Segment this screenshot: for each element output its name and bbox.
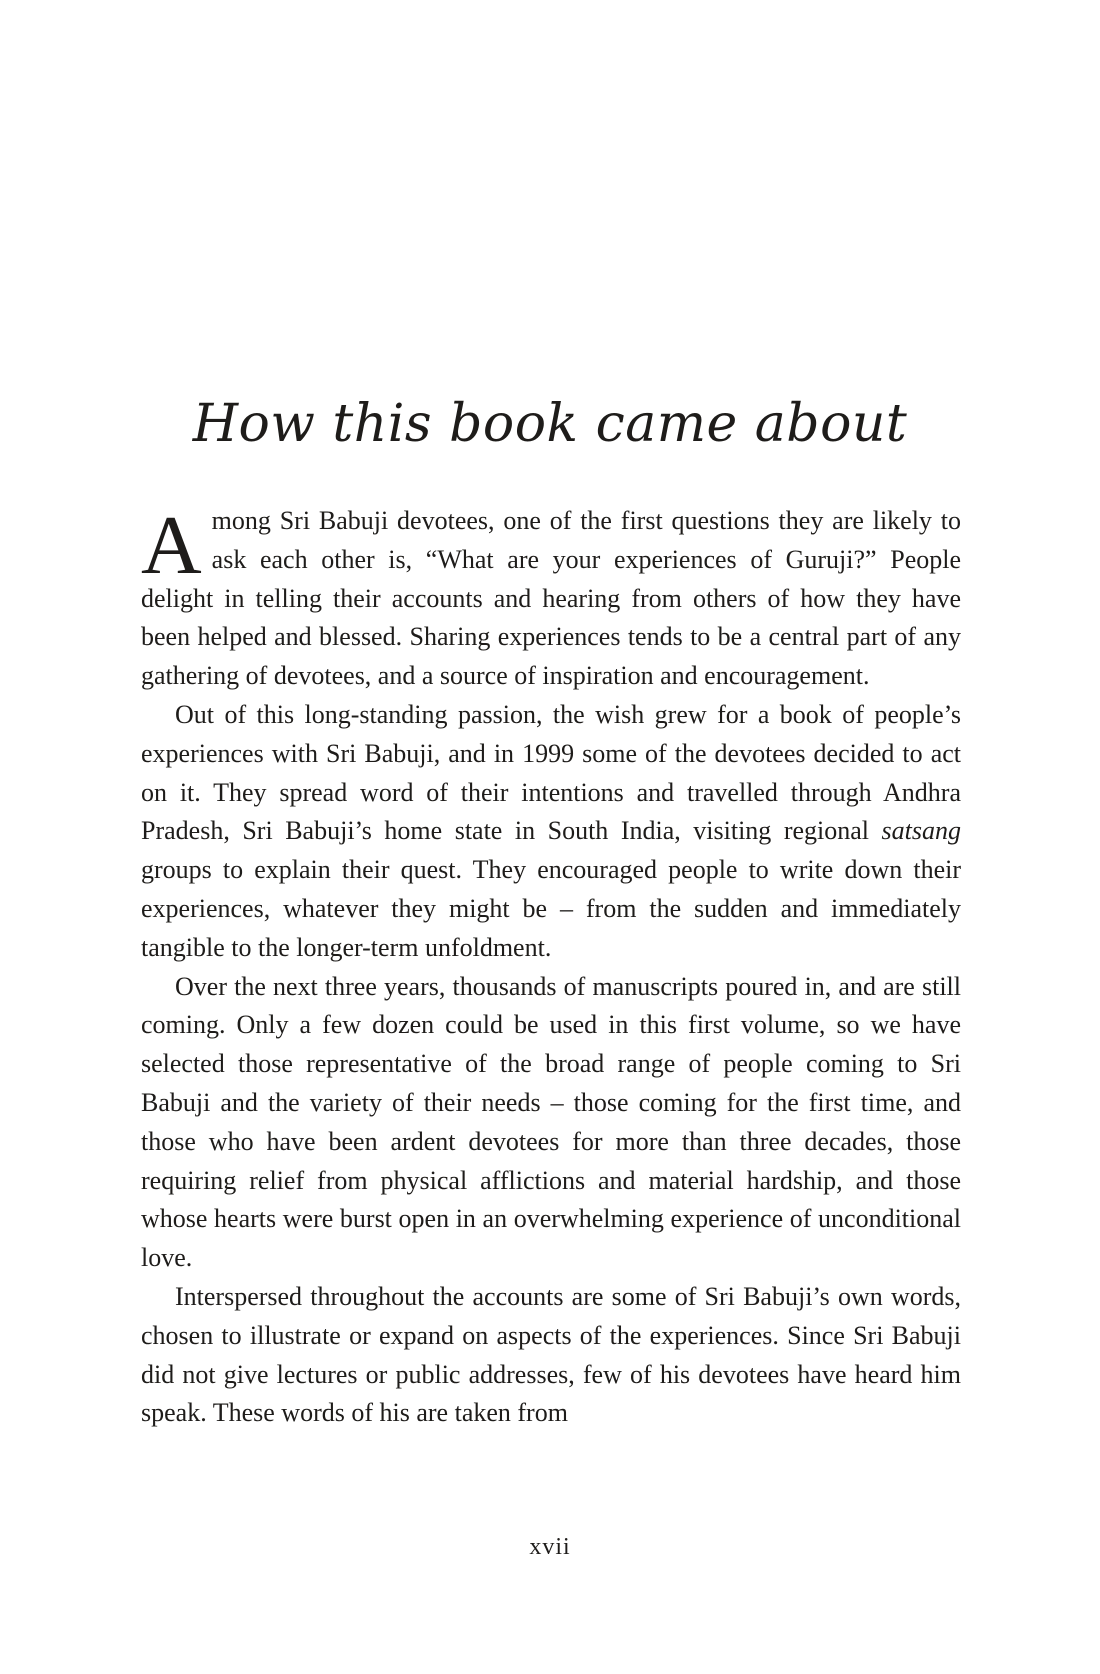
paragraph-3 <box>141 968 961 1278</box>
paragraph-3-text: Over the next three years, thousands of manuscripts poured in, and are still coming. Only a few dozen could be used in this first volume, so we have selected those representative of the broad range of people coming to Sri Babuji and the variety of their needs – those coming for the first time, and those who have been ardent devotees for more than three decades, those requiring relief from physical afflictions and material hardship, and those whose hearts were burst open in an overwhelming experience of unconditional love. <box>141 971 961 1273</box>
paragraph-1 <box>141 499 961 696</box>
satsang-italic: satsang <box>881 816 961 846</box>
drop-cap: A <box>141 499 202 592</box>
paragraph-2-text-after: groups to explain their quest. They encouraged people to write down their experiences, whatever they might be – from the sudden and immediately tangible to the longer-term unfoldment. <box>141 855 961 962</box>
chapter-title: How this book came about <box>192 394 908 454</box>
paragraph-4 <box>141 1278 961 1433</box>
paragraph-1-text: mong Sri Babuji devotees, one of the first questions they are likely to ask each other is, “What are your experiences of Guruji?” People delight in telling their accounts and hearing from others of how they have been helped and blessed. Sharing experiences tends to be a central part of any gathering of devotees, and a source of inspiration and encouragement. <box>141 506 961 691</box>
paragraph-2 <box>141 696 961 968</box>
paragraph-4-text: Interspersed throughout the accounts are some of Sri Babuji’s own words, chosen to illustrate or expand on aspects of the experiences. Since Sri Babuji did not give lectures or public addresses, few of his devotees have heard him speak. These words of his are taken from <box>141 1281 961 1428</box>
paragraph-2-text-before: Out of this long-standing passion, the wish grew for a book of people’s experiences with Sri Babuji, and in 1999 some of the devotees decided to act on it. They spread word of their intentions and travelled through Andhra Pradesh, Sri Babuji’s home state in South India, visiting regional <box>141 699 961 846</box>
chapter-body <box>141 499 961 1433</box>
page-number: xvii <box>529 1534 571 1560</box>
